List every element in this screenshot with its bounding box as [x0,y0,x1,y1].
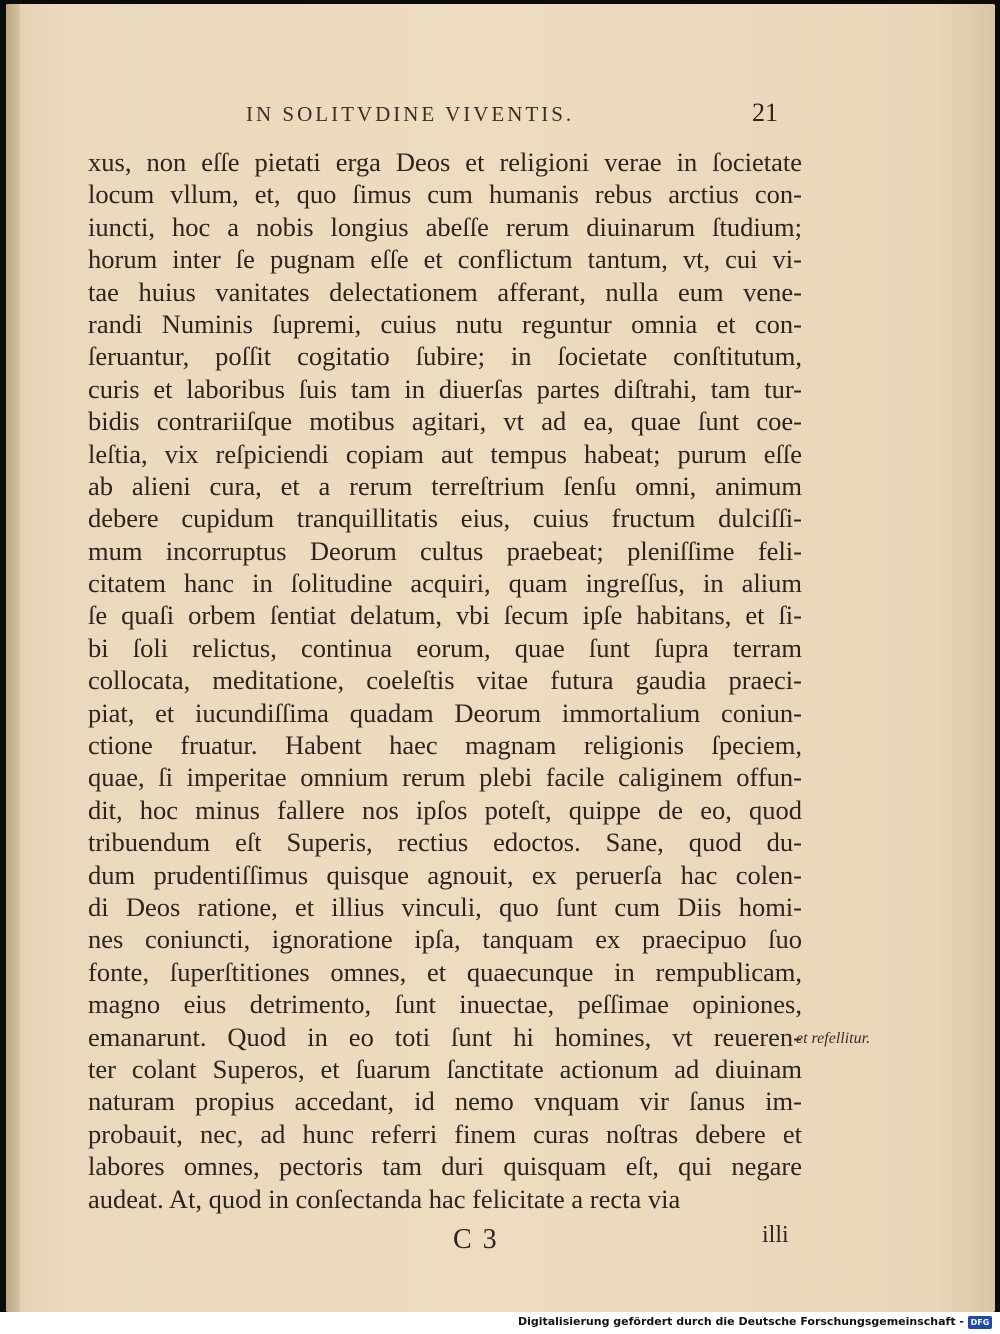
dfg-logo: DFG [968,1316,992,1329]
book-page [6,4,995,1312]
text-line: quae, ſi imperitae omnium rerum plebi facile caliginem offun- [88,762,802,793]
footer-bar [0,1312,1000,1334]
text-line: horum inter ſe pugnam eſſe et conflictum tantum, vt, cui vi- [88,244,802,275]
text-line: ter colant Superos, et ſuarum ſanctitate actionum ad diuinam [88,1053,802,1084]
text-line: ab alieni cura, et a rerum terreſtrium ſenſu omni, animum [88,470,802,501]
signature-mark: C 3 [453,1224,499,1255]
text-line: bidis contrariiſque motibus agitari, vt ad ea, quae ſunt coe- [88,406,802,437]
text-line: mum incorruptus Deorum cultus praebeat; pleniſſime feli- [88,535,802,566]
text-line: di Deos ratione, et illius vinculi, quo ſunt cum Diis homi- [88,891,802,922]
footer-text: Digitalisierung gefördert durch die Deutsche Forschungsgemeinschaft - [517,1315,964,1328]
margin-note: et refellitur. [796,1030,871,1047]
running-head: IN SOLITVDINE VIVENTIS. [246,102,575,126]
text-line: probauit, nec, ad hunc referri finem curas noſtras debere et [88,1118,802,1149]
text-line: nes coniuncti, ignoratione ipſa, tanquam ex praecipuo ſuo [88,924,802,955]
body-text [88,146,802,1215]
text-line: xus, non eſſe pietati erga Deos et religioni verae in ſocietate [88,147,802,177]
text-line: ſeruantur, poſſit cogitatio ſubire; in ſocietate conſtitutum, [88,341,802,372]
text-line: debere cupidum tranquillitatis eius, cuius fructum dulciſſi- [88,503,802,534]
text-line: curis et laboribus ſuis tam in diuerſas partes diſtrahi, tam tur- [88,373,802,404]
catchword: illi [762,1222,789,1248]
text-line: audeat. At, quod in conſectanda hac felicitate a recta via [88,1183,681,1214]
text-line: ſe quaſi orbem ſentiat delatum, vbi ſecum ipſe habitans, et ſi- [88,600,802,631]
text-line: bi ſoli relictus, continua eorum, quae ſunt ſupra terram [88,632,802,663]
text-line: piat, et iucundiſſima quadam Deorum immortalium coniun- [88,697,802,728]
text-line: collocata, meditatione, coeleſtis vitae futura gaudia praeci- [88,665,802,696]
text-line: locum vllum, et, quo ſimus cum humanis rebus arctius con- [88,179,802,210]
page-number: 21 [752,98,778,127]
text-line: fonte, ſuperſtitiones omnes, et quaecunque in rempublicam, [88,956,802,987]
text-line: iuncti, hoc a nobis longius abeſſe rerum diuinarum ſtudium; [88,211,802,242]
text-line: emanarunt. Quod in eo toti ſunt hi homines, vt reueren- [88,1021,802,1052]
text-line: labores omnes, pectoris tam duri quisquam eſt, qui negare [88,1151,802,1182]
text-line: leſtia, vix reſpiciendi copiam aut tempus habeat; purum eſſe [88,438,802,469]
page-gutter [6,4,20,1312]
text-line: ctione fruatur. Habent haec magnam religionis ſpeciem, [88,730,802,761]
text-line: naturam propius accedant, id nemo vnquam vir ſanus im- [88,1086,802,1117]
text-line: dum prudentiſſimus quisque agnouit, ex peruerſa hac colen- [88,859,802,890]
text-line: randi Numinis ſupremi, cuius nutu reguntur omnia et con- [88,308,802,339]
text-line: dit, hoc minus fallere nos ipſos poteſt, quippe de eo, quod [88,794,802,825]
text-line: magno eius detrimento, ſunt inuectae, peſſimae opiniones, [88,989,802,1020]
text-line: citatem hanc in ſolitudine acquiri, quam ingreſſus, in alium [88,568,802,599]
text-line: tribuendum eſt Superis, rectius edoctos. Sane, quod du- [88,827,802,858]
text-line: tae huius vanitates delectationem afferant, nulla eum vene- [88,276,802,307]
